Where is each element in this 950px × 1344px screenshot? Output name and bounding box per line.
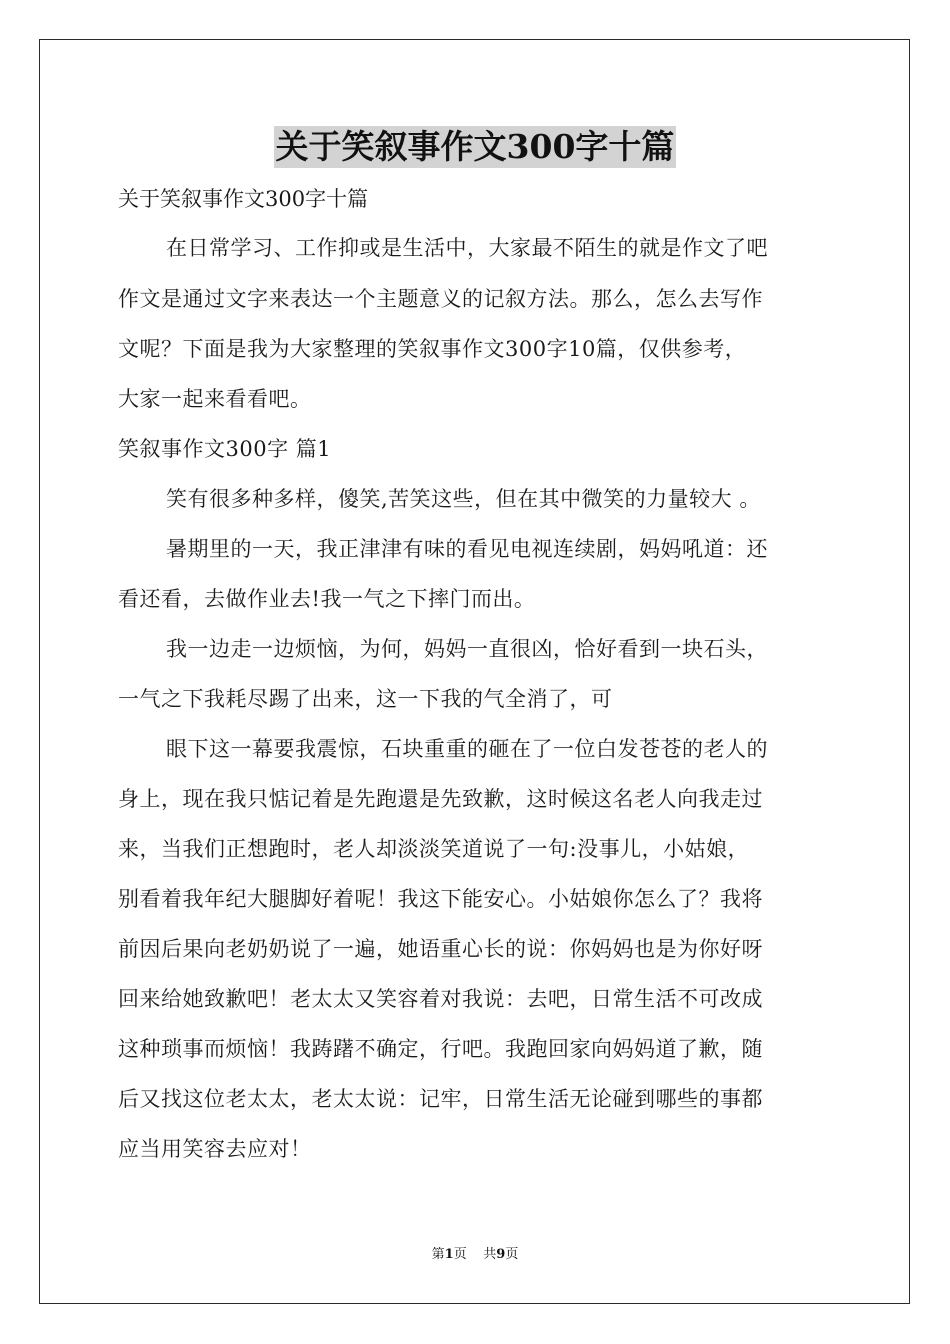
text-line: 在日常学习、工作抑或是生活中，大家最不陌生的就是作文了吧 <box>166 236 768 260</box>
page-current: 1 <box>444 1247 454 1262</box>
text-line: 来，当我们正想跑时，老人却淡淡笑道说了一句:没事儿，小姑娘， <box>118 837 750 861</box>
text-line: 后又找这位老太太，老太太说：记牢，日常生活无论碰到哪些的事都 <box>118 1087 763 1111</box>
total-prefix: 共 <box>483 1247 497 1262</box>
title-container <box>0 126 950 168</box>
page-title: 关于笑叙事作文300字十篇 <box>275 127 675 166</box>
page-total: 9 <box>496 1247 506 1262</box>
page-border <box>39 39 910 1304</box>
text-line: 看还看，去做作业去!我一气之下摔门而出。 <box>118 587 536 611</box>
text-line: 别看着我年纪大腿脚好着呢！我这下能安心。小姑娘你怎么了？我将 <box>118 887 763 911</box>
text-line: 前因后果向老奶奶说了一遍，她语重心长的说：你妈妈也是为你好呀 <box>118 937 763 961</box>
page-prefix: 第 <box>431 1247 445 1262</box>
text-line: 作文是通过文字来表达一个主题意义的记叙方法。那么，怎么去写作 <box>118 287 763 311</box>
text-line: 这种琐事而烦恼！我踌躇不确定，行吧。我跑回家向妈妈道了歉，随 <box>118 1037 763 1061</box>
text-line: 身上，现在我只惦记着是先跑還是先致歉，这时候这名老人向我走过 <box>118 787 763 811</box>
page-suffix: 页 <box>453 1247 467 1262</box>
text-line: 我一边走一边烦恼，为何，妈妈一直很凶，恰好看到一块石头， <box>166 637 768 661</box>
page-footer <box>0 1246 950 1264</box>
total-suffix: 页 <box>505 1247 519 1262</box>
text-line: 眼下这一幕要我震惊，石块重重的砸在了一位白发苍苍的老人的 <box>166 737 768 761</box>
subtitle: 关于笑叙事作文300字十篇 <box>118 187 369 211</box>
text-line: 暑期里的一天，我正津津有味的看见电视连续剧，妈妈吼道：还 <box>166 537 768 561</box>
text-line: 文呢？下面是我为大家整理的笑叙事作文300字10篇，仅供参考， <box>118 337 747 361</box>
text-line: 回来给她致歉吧！老太太又笑容着对我说：去吧，日常生活不可改成 <box>118 987 763 1011</box>
text-line: 一气之下我耗尽踢了出来，这一下我的气全消了，可 <box>118 687 613 711</box>
text-line: 大家一起来看看吧。 <box>118 387 312 411</box>
section-heading: 笑叙事作文300字 篇1 <box>118 437 332 461</box>
text-line: 应当用笑容去应对！ <box>118 1137 312 1161</box>
text-line: 笑有很多种多样，傻笑,苦笑这些，但在其中微笑的力量较大 。 <box>166 487 761 511</box>
